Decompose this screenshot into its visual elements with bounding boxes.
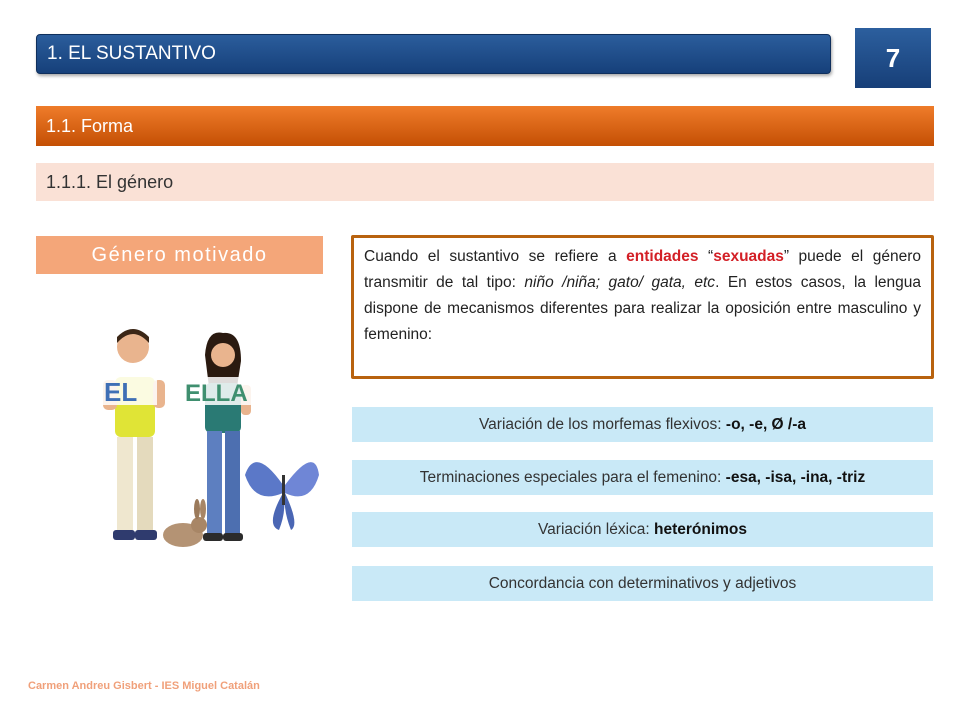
mechanism-text: Terminaciones especiales para el femenino: (419, 469, 726, 486)
mechanism-row (352, 407, 933, 442)
mechanism-row (352, 460, 933, 495)
subsection-title: 1.1. Forma (46, 116, 134, 136)
desc-part3: ” puede el género transmitir de tal tipo: (364, 248, 922, 291)
mechanism-bold: -esa, -isa, -ina, -triz (725, 469, 866, 486)
desc-part2: “ (698, 248, 714, 265)
footer-credit: Carmen Andreu Gisbert - IES Miguel Catalán (28, 680, 260, 692)
desc-examples: niño /niña; gato/ gata, etc (524, 274, 716, 291)
mechanism-text: Variación de los morfemas flexivos: (478, 416, 726, 433)
mechanism-bold: -o, -e, Ø /-a (725, 416, 807, 433)
sign-ella-text: ELLA (185, 380, 248, 407)
children-illustration (95, 325, 320, 565)
boy-figure (103, 329, 165, 540)
girl-figure (203, 332, 251, 541)
genero-motivado-label: Género motivado (36, 236, 323, 274)
mechanism-row (352, 512, 933, 547)
description-box (351, 235, 934, 379)
subsubsection-title: 1.1.1. El género (46, 172, 174, 192)
desc-highlight-entidades: entidades (626, 248, 699, 265)
mechanism-text: Variación léxica: (537, 521, 654, 538)
rabbit-icon (163, 499, 207, 547)
mechanism-row (352, 566, 933, 601)
desc-highlight-sexuadas: sexuadas (713, 248, 784, 265)
butterfly-icon (245, 462, 319, 530)
desc-part4: . En estos casos, la lengua dispone de mecanismos diferentes para realizar la oposición entre masculino y femenino: (364, 274, 922, 343)
subsubsection-bar (36, 163, 934, 201)
subsection-bar (36, 106, 934, 146)
section-title: 1. EL SUSTANTIVO (47, 43, 216, 64)
mechanism-bold: heterónimos (654, 521, 748, 538)
section-title-bar (36, 34, 831, 74)
sign-el-text: EL (104, 377, 138, 407)
desc-part1: Cuando el sustantivo se refiere a (364, 248, 627, 265)
mechanism-text: Concordancia con determinativos y adjetivos (488, 575, 797, 592)
page-number: 7 (855, 28, 931, 88)
